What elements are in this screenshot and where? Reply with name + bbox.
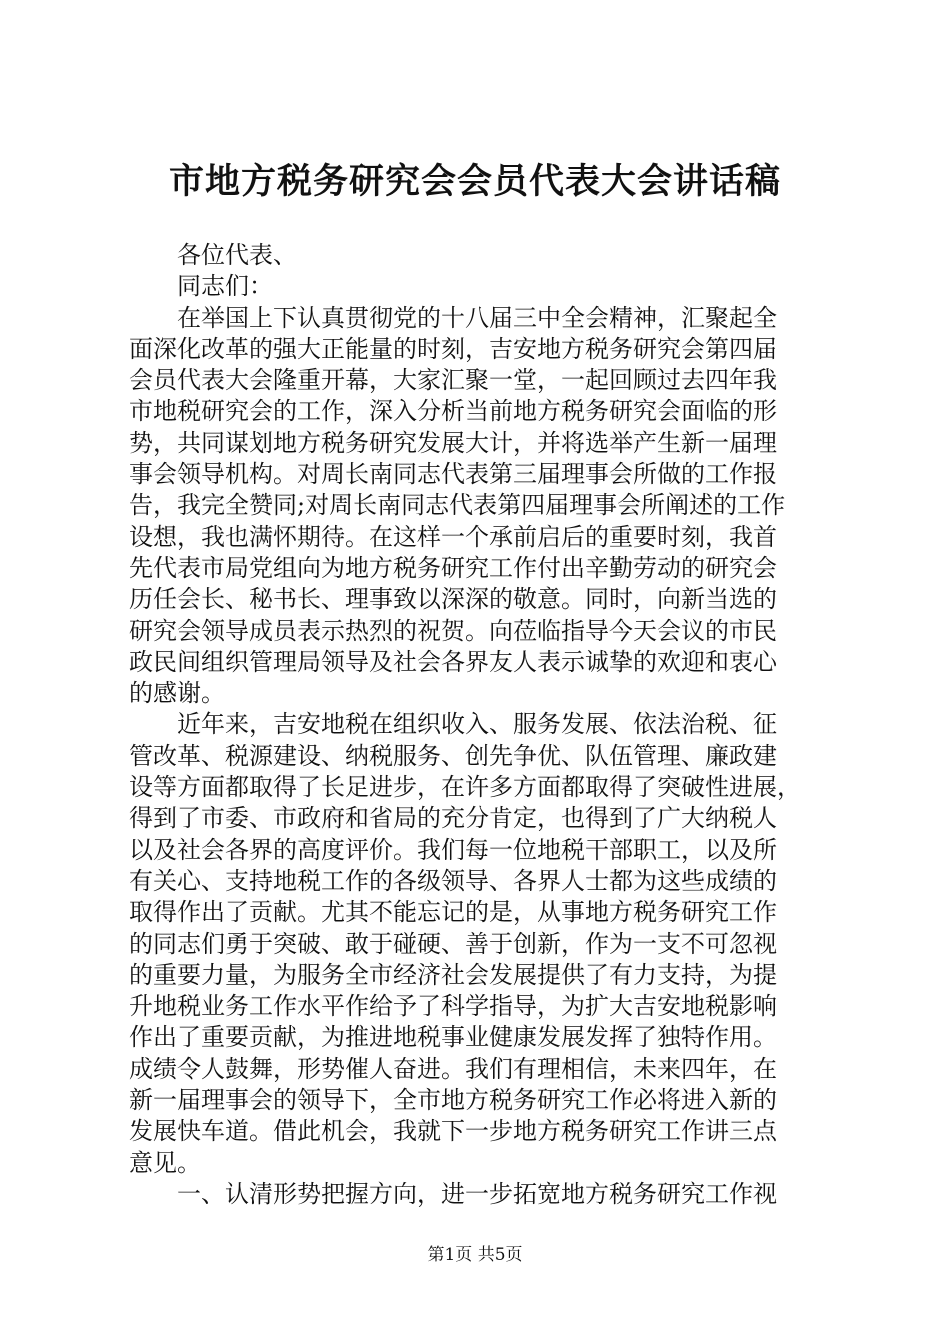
paragraph-line: 近年来，吉安地税在组织收入、服务发展、依法治税、征 xyxy=(177,710,777,739)
paragraph-line: 管改革、税源建设、纳税服务、创先争优、队伍管理、廉政建 xyxy=(129,741,777,770)
salutation-line: 各位代表、 xyxy=(177,241,297,269)
paragraph-line: 取得作出了贡献。尤其不能忘记的是，从事地方税务研究工作 xyxy=(129,898,777,927)
paragraph-line: 成绩令人鼓舞，形势催人奋进。我们有理相信，未来四年，在 xyxy=(129,1054,777,1083)
paragraph-line: 设等方面都取得了长足进步，在许多方面都取得了突破性进展， xyxy=(129,773,801,802)
paragraph-line: 新一届理事会的领导下，全市地方税务研究工作必将进入新的 xyxy=(129,1086,777,1115)
document-body xyxy=(129,240,829,1210)
paragraph-line: 发展快车道。借此机会，我就下一步地方税务研究工作讲三点 xyxy=(129,1117,777,1146)
paragraph-line: 意见。 xyxy=(129,1148,201,1177)
paragraph-line: 的同志们勇于突破、敢于碰硬、善于创新，作为一支不可忽视 xyxy=(129,929,777,958)
paragraph-line: 的感谢。 xyxy=(129,679,225,708)
paragraph-line: 市地税研究会的工作，深入分析当前地方税务研究会面临的形 xyxy=(129,397,777,426)
paragraph-line: 有关心、支持地税工作的各级领导、各界人士都为这些成绩的 xyxy=(129,866,777,895)
page-footer xyxy=(0,1244,950,1266)
paragraph-line: 研究会领导成员表示热烈的祝贺。向莅临指导今天会议的市民 xyxy=(129,616,777,645)
paragraph-line: 作出了重要贡献，为推进地税事业健康发展发挥了独特作用。 xyxy=(129,1023,777,1052)
paragraph-line: 面深化改革的强大正能量的时刻，吉安地方税务研究会第四届 xyxy=(129,334,777,363)
paragraph-line: 势，共同谋划地方税务研究发展大计，并将选举产生新一届理 xyxy=(129,428,777,457)
paragraph-line: 以及社会各界的高度评价。我们每一位地税干部职工，以及所 xyxy=(129,835,777,864)
paragraph-line: 事会领导机构。对周长南同志代表第三届理事会所做的工作报 xyxy=(129,460,777,489)
paragraph-line: 的重要力量，为服务全市经济社会发展提供了有力支持，为提 xyxy=(129,960,777,989)
paragraph-line: 先代表市局党组向为地方税务研究工作付出辛勤劳动的研究会 xyxy=(129,553,777,582)
salutation-line: 同志们： xyxy=(177,272,273,301)
page-number-label: 第1页 共5页 xyxy=(427,1245,523,1265)
paragraph-line: 会员代表大会隆重开幕，大家汇聚一堂，一起回顾过去四年我 xyxy=(129,366,777,395)
paragraph-line: 告，我完全赞同;对周长南同志代表第四届理事会所阐述的工作 xyxy=(129,491,786,520)
section-heading-line: 一、认清形势把握方向，进一步拓宽地方税务研究工作视 xyxy=(177,1179,777,1208)
paragraph-line: 得到了市委、市政府和省局的充分肯定，也得到了广大纳税人 xyxy=(129,804,777,833)
paragraph-line: 设想，我也满怀期待。在这样一个承前启后的重要时刻，我首 xyxy=(129,522,777,551)
document-title: 市地方税务研究会会员代表大会讲话稿 xyxy=(168,161,781,202)
paragraph-line: 升地税业务工作水平作给予了科学指导，为扩大吉安地税影响 xyxy=(129,992,777,1021)
paragraph-line: 在举国上下认真贯彻党的十八届三中全会精神，汇聚起全 xyxy=(177,303,777,332)
paragraph-line: 历任会长、秘书长、理事致以深深的敬意。同时，向新当选的 xyxy=(129,585,777,614)
paragraph-line: 政民间组织管理局领导及社会各界友人表示诚挚的欢迎和衷心 xyxy=(129,647,777,676)
